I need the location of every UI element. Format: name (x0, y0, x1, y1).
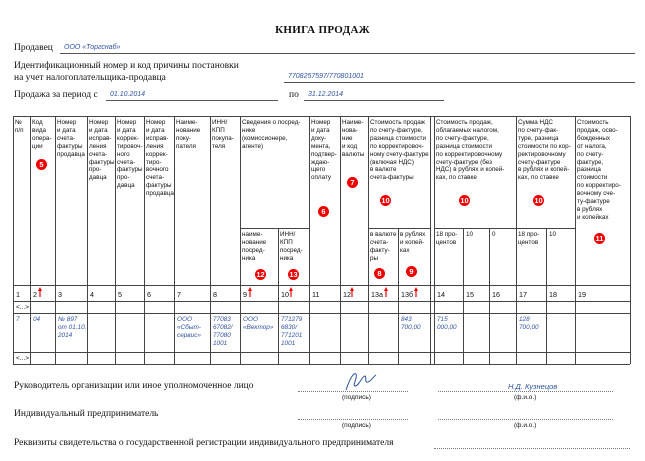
col-number: 2 (33, 290, 37, 299)
col-number: 19 (578, 290, 586, 299)
arrow-up-icon (350, 287, 354, 297)
arrow-up-icon (289, 287, 293, 297)
seller-line (60, 53, 635, 54)
marker-9: 9 (406, 266, 417, 277)
seller-value[interactable]: ООО «Торгснаб» (64, 44, 121, 51)
inn-value[interactable]: 7708257597/770801001 (288, 73, 364, 80)
head-name-line (438, 391, 613, 392)
header-c2: Код вида опера- ции (32, 119, 52, 150)
period-to-label: по (289, 90, 299, 100)
col-number: 10 (281, 290, 289, 299)
col-number: 15 (466, 290, 474, 299)
col-number: 3 (58, 290, 62, 299)
header-c9: наиме- нование посред- ника (242, 231, 267, 262)
col-number: 13б (401, 290, 414, 299)
header-c12: Наиме- нова- ние и код валюты (342, 119, 365, 158)
col-number: 13а (371, 290, 383, 299)
col-number: 4 (90, 290, 94, 299)
header-c11: Номер и дата доку- мента, подтвер- ждаю- щего оплату (311, 119, 337, 182)
row-c13b: 843 700,00 (401, 316, 421, 331)
col-number: 17 (519, 290, 527, 299)
inn-label-1: Идентификационный номер и код причины постановки (14, 61, 239, 71)
header-c14-16: Стоимость продаж, облагаемых налогом, по счету-фактуре, разница стоимости по корректировочному счету-фактуре (без НДС) в рублях и копей- ках, по ставке (436, 119, 505, 182)
header-c13b: в рублях и копей- ках (400, 231, 426, 254)
head-label: Руководитель организации или иное уполномоченное лицо (14, 381, 254, 391)
row-c14: 715 000,00 (437, 316, 457, 331)
header-c6: Номер и дата исправ- ления коррек- тиро- вочного счета- фактуры продавца (146, 119, 174, 198)
header-c18: 10 (549, 231, 557, 238)
marker-8: 8 (374, 268, 385, 279)
col-number: 14 (437, 290, 445, 299)
period-to-value[interactable]: 31.12.2014 (308, 91, 344, 98)
col-number: 8 (213, 290, 217, 299)
col-number: 16 (492, 290, 500, 299)
ip-sign-caption: (подпись) (342, 422, 371, 429)
period-label: Продажа за период с (14, 90, 98, 100)
arrow-up-icon (248, 287, 252, 297)
certificate-line (434, 448, 630, 449)
ip-name-caption: (ф.и.о.) (514, 422, 537, 429)
period-to-line (304, 100, 444, 101)
row-c1: 7 (16, 316, 20, 323)
col-number: 11 (312, 290, 320, 299)
col-number: 12 (343, 290, 351, 299)
marker-10: 10 (381, 196, 390, 205)
col-number: 9 (243, 290, 247, 299)
col-number: 5 (118, 290, 122, 299)
row-c3: № 897 от 01.10. 2014 (58, 316, 87, 339)
col-number: 18 (549, 290, 557, 299)
header-c19: Стоимость продаж, осво- божденных от налога, по счету-фактуре, разница стоимости по корректиро- вочному сче- ту-фактуре в рублях и копейках (577, 119, 621, 221)
marker-10: 10 (534, 196, 543, 205)
col-number: 6 (147, 290, 151, 299)
header-c5: Номер и дата коррек- тировоч- ного счета- фактуры про- давца (117, 119, 143, 190)
ellipsis-row-bottom: <...> (16, 355, 30, 362)
col-number: 7 (177, 290, 181, 299)
row-c10: 771279 6830/ 771201 1001 (281, 316, 303, 347)
header-c3: Номер и дата счета- фактуры продавца (57, 119, 85, 158)
row-c7: ООО «Сбыт- сервис» (177, 316, 201, 339)
arrow-up-icon (384, 287, 388, 297)
signature-icon (340, 368, 380, 394)
arrow-up-icon (414, 287, 418, 297)
ellipsis-row-top: <...> (16, 304, 30, 311)
header-c17-18: Сумма НДС по счету-фак- туре, разница стоимости по кор- ректировочному счету-фактуре в рублях и копей- ках, по ставке (518, 119, 571, 182)
header-c13a: в валюте счета- факту- ры (370, 231, 397, 262)
ip-name-line (438, 419, 613, 420)
row-c2: 04 (33, 316, 41, 323)
marker-5: 5 (36, 159, 47, 170)
head-name-value[interactable]: Н.Д. Кузнецов (508, 382, 558, 391)
header-c9-10: Сведения о посред- нике (комиссионере, агенте) (242, 119, 301, 150)
ip-sign-line (298, 419, 408, 420)
head-name-caption: (ф.и.о.) (514, 394, 537, 401)
period-from-value[interactable]: 01.10.2014 (110, 91, 146, 98)
header-c14: 18 про- центов (436, 231, 458, 246)
marker-11: 11 (595, 234, 604, 243)
header-c1: № п/п (15, 119, 24, 134)
col-number: 1 (16, 290, 20, 299)
page-title: КНИГА ПРОДАЖ (275, 24, 370, 36)
header-c8: ИНН/ КПП покупа- теля (212, 119, 234, 150)
row-c17: 128 700,00 (519, 316, 539, 331)
ip-label: Индивидуальный предприниматель (14, 409, 159, 419)
head-sign-caption: (подпись) (342, 394, 371, 401)
arrow-up-icon (38, 287, 42, 297)
row-c9: ООО «Вектор» (243, 316, 274, 331)
marker-13: 13 (289, 270, 298, 279)
header-c7: Наиме- нование поку- пателя (176, 119, 201, 150)
certificate-label: Реквизиты свидетельства о государственной регистрации индивидуального предпринимателя (14, 438, 394, 448)
inn-line (284, 82, 635, 83)
header-c15: 10 (466, 231, 474, 238)
row-c8: 77083 67082/ 77080 1001 (213, 316, 233, 347)
period-from-line (106, 100, 278, 101)
header-c17: 18 про- центов (518, 231, 540, 246)
marker-6: 6 (318, 206, 329, 217)
inn-label-2: на учет налогоплательщика-продавца (14, 73, 166, 83)
marker-10: 10 (460, 196, 469, 205)
header-c4: Номер и дата исправ- ления счета- фактуры про- давца (89, 119, 115, 182)
marker-12: 12 (256, 270, 265, 279)
header-c16: 0 (492, 231, 496, 238)
header-c13: Стоимость продаж по счету-фактуре, разница стоимости по корректировоч- ному счету-фактуре (включая НДС) в валюте счета-фактуры (370, 119, 429, 182)
header-c10: ИНН/ КПП посред- ника (280, 231, 303, 262)
marker-7: 7 (347, 177, 358, 188)
seller-label: Продавец (14, 43, 53, 53)
